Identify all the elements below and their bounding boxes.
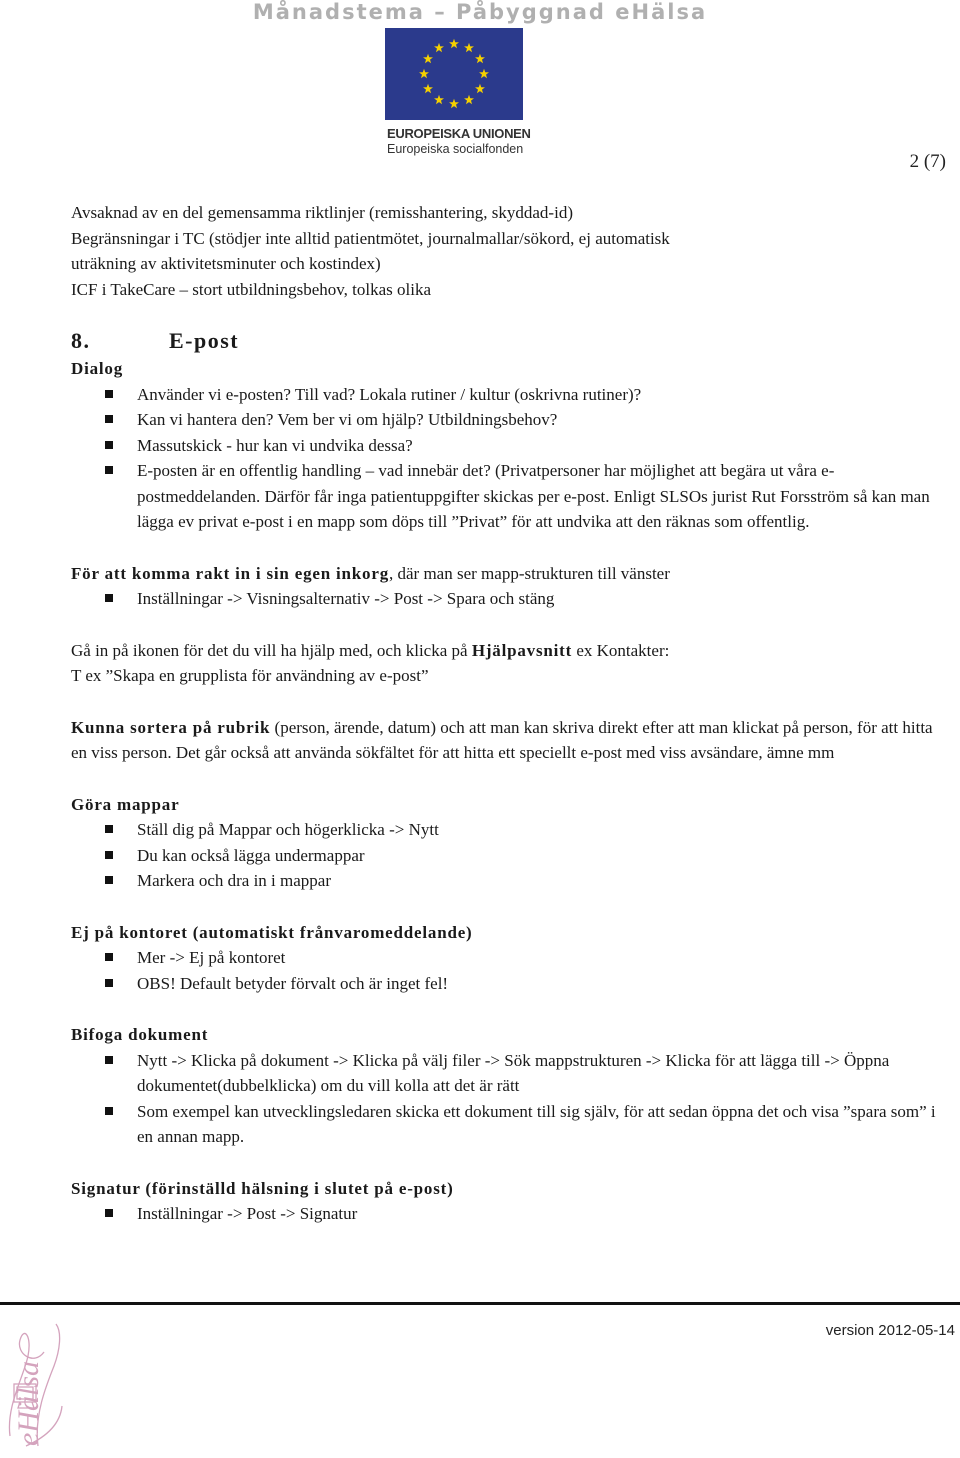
sort-paragraph	[71, 715, 941, 766]
list-item: Kan vi hantera den? Vem ber vi om hjälp? Utbildningsbehov?	[71, 407, 941, 433]
folders-list	[71, 817, 941, 894]
intro-line: ICF i TakeCare – stort utbildningsbehov, tolkas olika	[71, 279, 432, 299]
dialog-heading: Dialog	[71, 359, 124, 378]
signature-list	[71, 1201, 941, 1227]
folders-heading: Göra mappar	[71, 794, 180, 814]
help-example: T ex ”Skapa en grupplista för användning av e-post”	[71, 666, 429, 685]
eu-logo-name: EUROPEISKA UNIONEN	[387, 126, 531, 141]
inbox-rest: , där man ser mapp-strukturen till vänster	[389, 563, 670, 583]
page-number: 2 (7)	[909, 151, 946, 172]
list-item: Ställ dig på Mappar och högerklicka -> Nytt	[71, 817, 941, 843]
sort-rest: (person, ärende, datum) och att man kan skriva direkt efter att man klickat på person, för att hitta en viss person. Det går också att använda sökfältet för att hitta ett speciellt e-post med viss avsändare, ämne mm	[71, 717, 933, 762]
section-heading	[71, 326, 941, 356]
inbox-list	[71, 586, 941, 612]
eu-logo-subtitle: Europeiska socialfonden	[387, 142, 524, 156]
help-pre: Gå in på ikonen för det du vill ha hjälp med, och klicka på	[71, 640, 472, 660]
dialog-list	[71, 382, 941, 535]
sort-bold: Kunna sortera på rubrik	[71, 717, 271, 737]
help-paragraph	[71, 638, 941, 664]
section-number: 8.	[71, 328, 91, 353]
list-item: Använder vi e-posten? Till vad? Lokala rutiner / kultur (oskrivna rutiner)?	[71, 382, 941, 408]
section-title: E-post	[169, 328, 240, 353]
list-item: Markera och dra in i mappar	[71, 868, 941, 894]
out-of-office-heading: Ej på kontoret (automatiskt frånvaromeddelande)	[71, 922, 473, 942]
out-of-office-list	[71, 945, 941, 996]
svg-text:eHälsa: eHälsa	[12, 1361, 45, 1446]
list-item: Massutskick - hur kan vi undvika dessa?	[71, 433, 941, 459]
inbox-paragraph	[71, 561, 941, 587]
ehalsa-logo	[4, 1306, 66, 1452]
footer-divider	[0, 1302, 960, 1305]
inbox-bold: För att komma rakt in i sin egen inkorg	[71, 563, 389, 583]
help-bold: Hjälpavsnitt	[471, 640, 573, 660]
list-item: Inställningar -> Post -> Signatur	[71, 1201, 941, 1227]
list-item: Som exempel kan utvecklingsledaren skicka ett dokument till sig själv, för att sedan öppna det och visa ”spara som” i en annan mapp.	[71, 1099, 941, 1150]
intro-line: Begränsningar i TC (stödjer inte alltid patientmötet, journalmallar/sökord, ej automatisk	[71, 228, 670, 248]
signature-heading: Signatur (förinställd hälsning i slutet på e-post)	[71, 1178, 454, 1198]
intro-line: uträkning av aktivitetsminuter och kostindex)	[71, 254, 381, 273]
list-item: Nytt -> Klicka på dokument -> Klicka på välj filer -> Sök mappstrukturen -> Klicka för att lägga till -> Öppna dokumentet(dubbelklicka) om du vill kolla att det är rätt	[71, 1048, 941, 1099]
attach-heading: Bifoga dokument	[71, 1025, 209, 1044]
list-item: E-posten är en offentlig handling – vad innebär det? (Privatpersoner har möjlighet att begära ut våra e-postmeddelanden. Därför får inga patientuppgifter skickas per e-post. Enligt SLSOs jurist Rut Forsström så kan man lägga ev privat e-post i en mapp som döps till ”Privat” för att undvika att den räknas som offentlig.	[71, 458, 941, 535]
document-body	[71, 200, 941, 1227]
list-item: OBS! Default betyder förvalt och är inget fel!	[71, 971, 941, 997]
list-item: Du kan också lägga undermappar	[71, 843, 941, 869]
list-item: Inställningar -> Visningsalternativ -> Post -> Spara och stäng	[71, 586, 941, 612]
attach-list	[71, 1048, 941, 1150]
list-item: Mer -> Ej på kontoret	[71, 945, 941, 971]
intro-line: Avsaknad av en del gemensamma riktlinjer (remisshantering, skyddad-id)	[71, 203, 573, 222]
header-title: Månadstema – Påbyggnad eHälsa	[252, 0, 708, 24]
version-label: version 2012-05-14	[825, 1322, 955, 1339]
eu-flag-icon	[385, 28, 523, 120]
eu-logo	[384, 26, 531, 158]
help-post: ex Kontakter:	[572, 640, 670, 660]
